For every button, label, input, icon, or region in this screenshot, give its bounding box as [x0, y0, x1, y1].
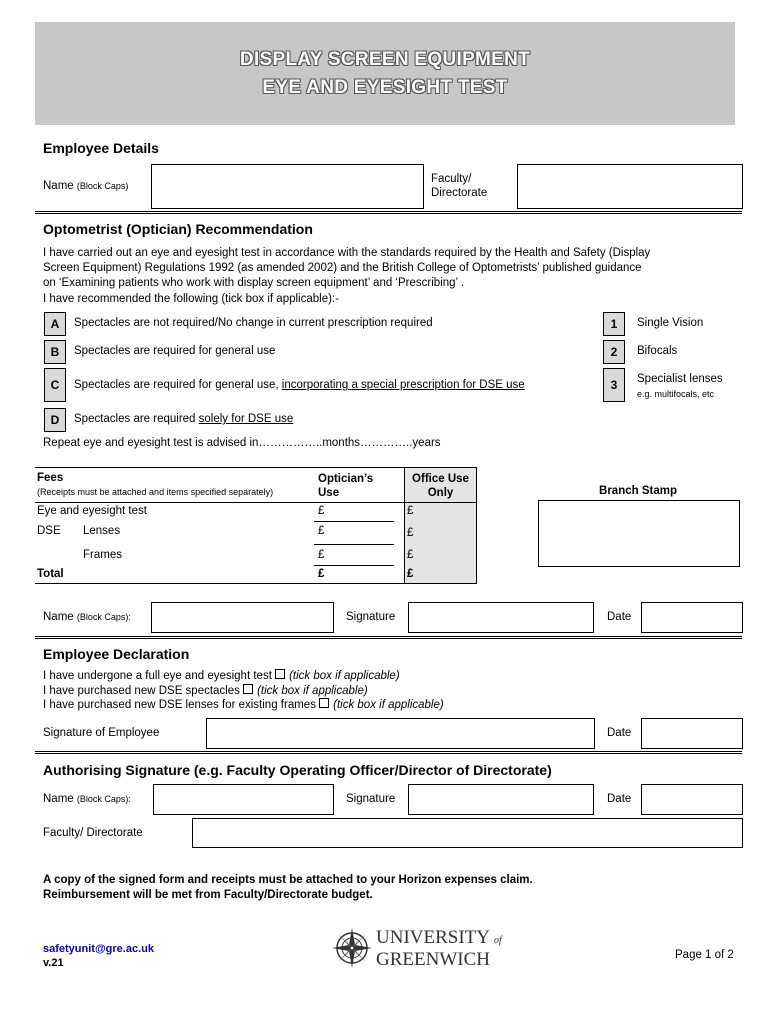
employee-declaration-lines — [43, 669, 444, 713]
fee-row-eye-test-office[interactable]: £ — [407, 505, 414, 517]
recommended-label: I have recommended the following (tick box if applicable):- — [43, 293, 339, 305]
divider — [35, 751, 742, 754]
tick-box[interactable] — [319, 698, 329, 708]
employee-date-label: Date — [607, 727, 632, 739]
page-number: Page 1 of 2 — [675, 949, 734, 961]
lens-3-label: Specialist lenses — [637, 373, 723, 385]
employee-signature-field[interactable] — [206, 718, 595, 749]
authorising-date-label: Date — [607, 793, 632, 805]
fees-note: (Receipts must be attached and items specified separately) — [37, 487, 274, 497]
title-line-1: DISPLAY SCREEN EQUIPMENT — [239, 49, 531, 70]
tick-box[interactable] — [243, 684, 253, 694]
employee-date-field[interactable] — [641, 718, 743, 749]
fee-row-frames-office[interactable]: £ — [407, 549, 414, 561]
authorising-heading: Authorising Signature (e.g. Faculty Operating Officer/Director of Directorate) — [43, 762, 552, 778]
optometrist-heading: Optometrist (Optician) Recommendation — [43, 221, 313, 237]
option-b-label: Spectacles are required for general use — [74, 345, 276, 357]
employee-signature-label: Signature of Employee — [43, 727, 160, 739]
employee-details-heading: Employee Details — [43, 140, 159, 156]
office-use-header: Office Use Only — [412, 473, 469, 499]
divider — [35, 636, 742, 639]
declaration-line: I have purchased new DSE spectacles (tick box if applicable) — [43, 684, 368, 697]
version-label: v.21 — [43, 957, 64, 969]
divider — [35, 211, 742, 214]
authorising-signature-field[interactable] — [408, 784, 594, 815]
employee-faculty-label: Faculty/ Directorate — [431, 173, 488, 199]
optician-name-field[interactable] — [151, 602, 334, 633]
option-a-label: Spectacles are not required/No change in current prescription required — [74, 317, 433, 329]
authorising-name-label: Name (Block Caps): — [43, 793, 131, 805]
fee-row-eye-test-label: Eye and eyesight test — [37, 505, 147, 517]
fee-row-frames-optician[interactable]: £ — [318, 549, 325, 561]
fee-row-total-optician[interactable]: £ — [318, 568, 325, 580]
branch-stamp-box[interactable] — [538, 500, 740, 567]
fees-table — [35, 467, 477, 584]
optometrist-statement: I have carried out an eye and eyesight test in accordance with the standards required by the Health and Safety (Display Screen Equipment) Regulations 1992 (as amended 2002) and the British College of Optometrists’ published guidance on ‘Examining patients who work with display screen equipment’ and ‘Prescribing’ . — [43, 247, 651, 289]
optician-signature-label: Signature — [346, 611, 396, 623]
lens-3-checkbox[interactable]: 3 — [603, 368, 625, 402]
lens-1-checkbox[interactable]: 1 — [603, 312, 625, 336]
repeat-test-text: Repeat eye and eyesight test is advised in……………..months…………..years — [43, 437, 441, 449]
option-c-checkbox[interactable]: C — [44, 368, 66, 402]
authorising-faculty-field[interactable] — [192, 818, 743, 848]
option-a-checkbox[interactable]: A — [44, 312, 66, 336]
declaration-line: I have undergone a full eye and eyesight test (tick box if applicable) — [43, 670, 400, 682]
optician-signature-field[interactable] — [408, 602, 594, 633]
fee-row-frames-label: Frames — [83, 549, 122, 561]
title-banner — [35, 22, 735, 125]
fee-row-total-office[interactable]: £ — [407, 568, 414, 580]
option-c-label: Spectacles are required for general use, incorporating a special prescription for DSE use — [74, 379, 525, 391]
authorising-date-field[interactable] — [641, 784, 743, 815]
lens-2-label: Bifocals — [637, 345, 678, 357]
optician-date-field[interactable] — [641, 602, 743, 633]
fee-row-lenses-optician[interactable]: £ — [318, 525, 325, 537]
branch-stamp-label: Branch Stamp — [599, 485, 677, 497]
tick-box[interactable] — [275, 669, 285, 679]
optician-name-label: Name (Block Caps): — [43, 611, 131, 623]
safety-unit-email-link[interactable]: safetyunit@gre.ac.uk — [43, 943, 154, 955]
expenses-notice: A copy of the signed form and receipts must be attached to your Horizon expenses claim. Reimbursement will be met from Faculty/Directorate budget. — [43, 874, 533, 901]
employee-name-field[interactable] — [151, 164, 424, 209]
fee-row-eye-test-optician[interactable]: £ — [318, 505, 325, 517]
option-d-checkbox[interactable]: D — [44, 408, 66, 432]
authorising-name-field[interactable] — [153, 784, 334, 815]
lens-1-label: Single Vision — [637, 317, 704, 329]
authorising-faculty-label: Faculty/ Directorate — [43, 827, 143, 839]
employee-faculty-field[interactable] — [517, 164, 743, 209]
employee-declaration-heading: Employee Declaration — [43, 646, 190, 662]
lens-2-checkbox[interactable]: 2 — [603, 340, 625, 364]
fees-heading: Fees — [37, 472, 64, 484]
option-b-checkbox[interactable]: B — [44, 340, 66, 364]
fee-row-lenses-label: Lenses — [83, 525, 121, 537]
fee-row-total-label: Total — [37, 568, 64, 580]
optician-use-header: Optician’s Use — [318, 473, 374, 499]
university-logo-text: UNIVERSITY of GREENWICH — [376, 927, 502, 970]
title-line-2: EYE AND EYESIGHT TEST — [262, 77, 508, 98]
optician-date-label: Date — [607, 611, 632, 623]
option-d-label: Spectacles are required solely for DSE use — [74, 413, 294, 425]
declaration-line: I have purchased new DSE lenses for existing frames (tick box if applicable) — [43, 699, 444, 711]
authorising-signature-label: Signature — [346, 793, 396, 805]
lens-3-note: e.g. multifocals, etc — [637, 389, 715, 399]
fee-row-lenses-office[interactable]: £ — [407, 527, 414, 539]
employee-name-label: Name (Block Caps) — [43, 180, 129, 192]
fee-row-dse-label: DSE — [37, 525, 61, 537]
university-compass-logo-icon — [330, 926, 374, 970]
